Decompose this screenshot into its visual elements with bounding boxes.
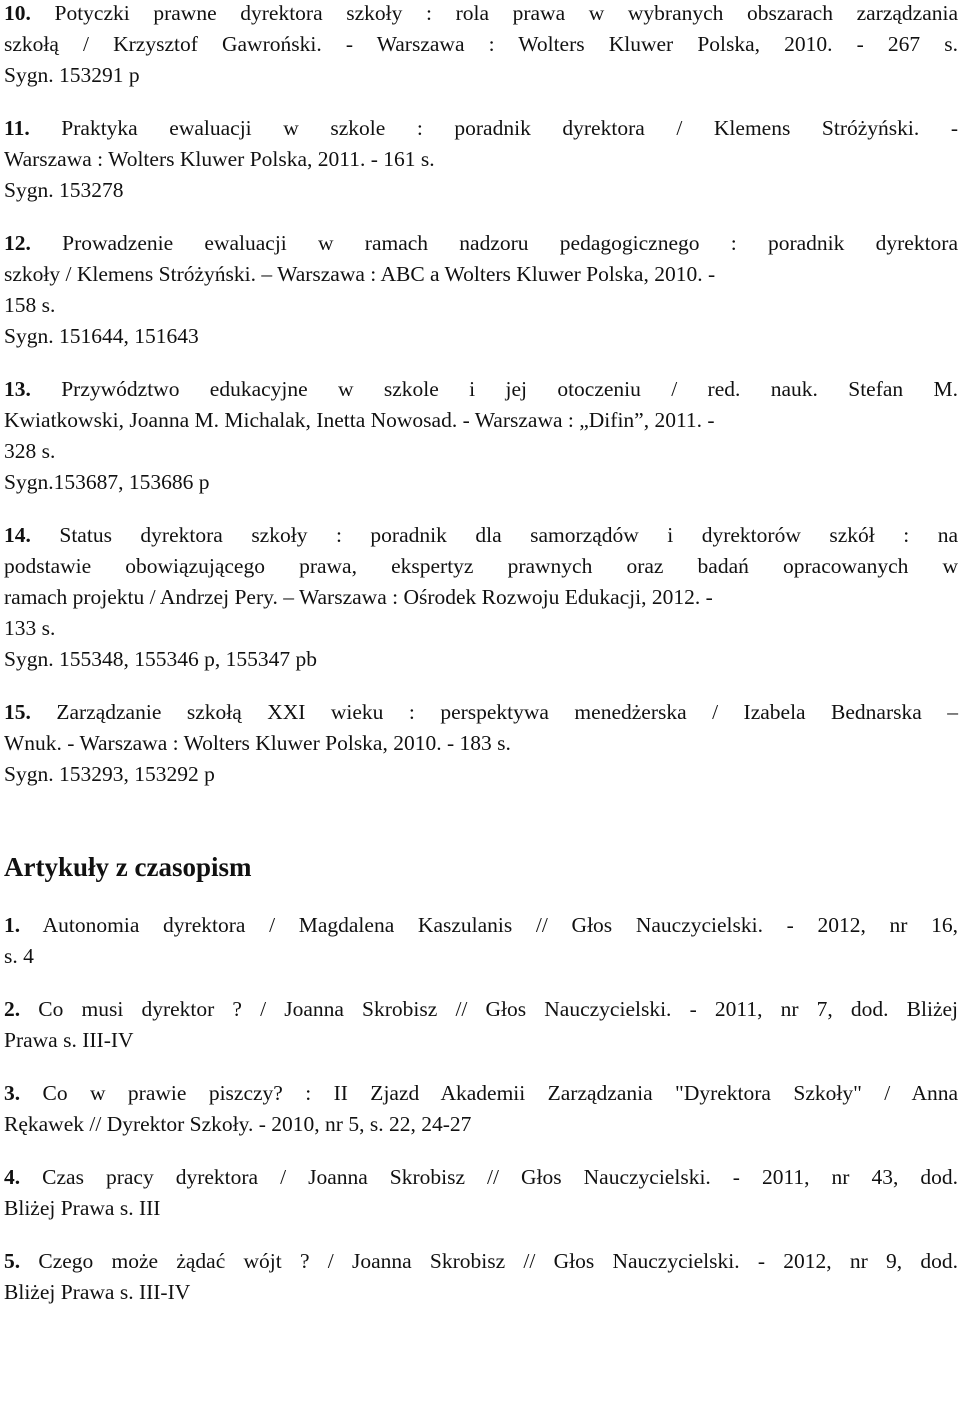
- book-entry-13: [4, 374, 958, 498]
- entry-line: szkoły / Klemens Stróżyński. – Warszawa : ABC a Wolters Kluwer Polska, 2010. -: [4, 262, 716, 286]
- entry-line: Czas pracy dyrektora / Joanna Skrobisz // Głos Nauczycielski. - 2011, nr 43, dod.: [42, 1165, 958, 1189]
- call-number: Sygn.153687, 153686 p: [4, 470, 210, 494]
- article-entry-3: [4, 1078, 958, 1140]
- article-entry-2: [4, 994, 958, 1056]
- entry-line: Wnuk. - Warszawa : Wolters Kluwer Polska, 2010. - 183 s.: [4, 731, 511, 755]
- entry-line: Zarządzanie szkołą XXI wieku : perspektywa menedżerska / Izabela Bednarska –: [56, 700, 958, 724]
- entry-line: 328 s.: [4, 439, 56, 463]
- entry-line: szkołą / Krzysztof Gawroński. - Warszawa : Wolters Kluwer Polska, 2010. - 267 s.: [4, 32, 958, 56]
- call-number: Sygn. 153291 p: [4, 63, 140, 87]
- entry-line: 158 s.: [4, 293, 56, 317]
- entry-number: 15.: [4, 700, 31, 724]
- entry-line: 133 s.: [4, 616, 56, 640]
- entry-line: Prawa s. III-IV: [4, 1028, 134, 1052]
- entry-number: 4.: [4, 1165, 21, 1189]
- entry-line: Kwiatkowski, Joanna M. Michalak, Inetta Nowosad. - Warszawa : „Difin”, 2011. -: [4, 408, 715, 432]
- book-entry-10: [4, 0, 958, 91]
- entry-line: Bliżej Prawa s. III-IV: [4, 1280, 191, 1304]
- book-entry-14: [4, 520, 958, 675]
- entry-line: Co w prawie piszczy? : II Zjazd Akademii Zarządzania "Dyrektora Szkoły" / Anna: [42, 1081, 959, 1105]
- entry-number: 14.: [4, 523, 31, 547]
- entry-line: Co musi dyrektor ? / Joanna Skrobisz // Głos Nauczycielski. - 2011, nr 7, dod. Bliżej: [38, 997, 958, 1021]
- call-number: Sygn. 155348, 155346 p, 155347 pb: [4, 647, 317, 671]
- entry-line: Praktyka ewaluacji w szkole : poradnik dyrektora / Klemens Stróżyński. -: [61, 116, 958, 140]
- entry-line: s. 4: [4, 944, 34, 968]
- book-entry-12: [4, 228, 958, 352]
- article-entry-1: [4, 910, 958, 972]
- entry-line: podstawie obowiązującego prawa, ekspertyz prawnych oraz badań opracowanych w: [4, 554, 958, 578]
- section-heading: Artykuły z czasopism: [4, 852, 252, 882]
- book-entry-11: [4, 113, 958, 206]
- book-entry-15: [4, 697, 958, 790]
- entry-line: Bliżej Prawa s. III: [4, 1196, 161, 1220]
- entry-line: Warszawa : Wolters Kluwer Polska, 2011. - 161 s.: [4, 147, 435, 171]
- call-number: Sygn. 153293, 153292 p: [4, 762, 215, 786]
- entry-number: 1.: [4, 913, 21, 937]
- entry-number: 5.: [4, 1249, 21, 1273]
- entry-line: Autonomia dyrektora / Magdalena Kaszulanis // Głos Nauczycielski. - 2012, nr 16,: [42, 913, 958, 937]
- document-page: [4, 0, 958, 1308]
- entry-line: Potyczki prawne dyrektora szkoły : rola prawa w wybranych obszarach zarządzania: [54, 1, 959, 25]
- entry-line: Czego może żądać wójt ? / Joanna Skrobisz // Głos Nauczycielski. - 2012, nr 9, dod.: [38, 1249, 959, 1273]
- call-number: Sygn. 151644, 151643: [4, 324, 199, 348]
- entry-number: 3.: [4, 1081, 21, 1105]
- entry-number: 10.: [4, 1, 31, 25]
- entry-line: Prowadzenie ewaluacji w ramach nadzoru pedagogicznego : poradnik dyrektora: [62, 231, 959, 255]
- article-entry-5: [4, 1246, 958, 1308]
- entry-number: 12.: [4, 231, 31, 255]
- entry-line: Rękawek // Dyrektor Szkoły. - 2010, nr 5, s. 22, 24-27: [4, 1112, 472, 1136]
- entry-line: Przywództwo edukacyjne w szkole i jej otoczeniu / red. nauk. Stefan M.: [61, 377, 958, 401]
- call-number: Sygn. 153278: [4, 178, 124, 202]
- article-entry-4: [4, 1162, 958, 1224]
- entry-line: ramach projektu / Andrzej Pery. – Warszawa : Ośrodek Rozwoju Edukacji, 2012. -: [4, 585, 713, 609]
- entry-number: 11.: [4, 116, 30, 140]
- entry-number: 2.: [4, 997, 21, 1021]
- entry-number: 13.: [4, 377, 31, 401]
- entry-line: Status dyrektora szkoły : poradnik dla samorządów i dyrektorów szkół : na: [59, 523, 958, 547]
